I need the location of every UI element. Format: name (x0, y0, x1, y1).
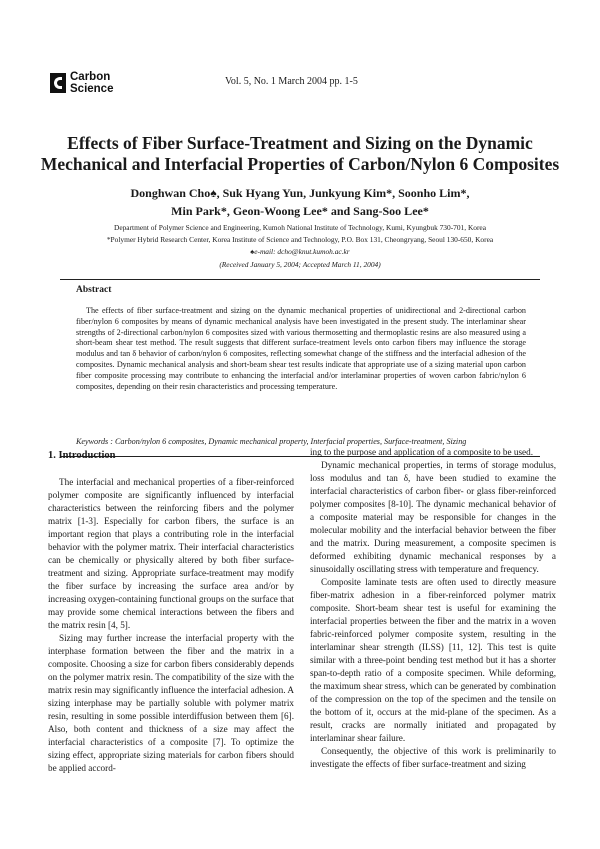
intro-paragraph-2: Sizing may further increase the interfacial property with the interphase formation between the fiber and the matrix in a composite. Choosing a size for carbon fibers considerably depends on the polymer matrix resin. The compatibility of the size with the matrix resin may significantly influence the interfacial adhesion. A sizing interphase may be partially soluble with polymer matrix resin, resulting in some possible interdiffusion between them [6]. Also, both content and thickness of a size may affect the interfacial characteristics of a composite [7]. To optimize the sizing effect, appropriate sizing materials for carbon fibers should be applied accord- (48, 633, 294, 773)
right-column (310, 446, 556, 771)
keywords: Keywords : Carbon/nylon 6 composites, Dynamic mechanical property, Interfacial properties, Surface-treatment, Sizing (76, 437, 467, 446)
abstract-top-rule (60, 279, 540, 280)
logo-line-2: Science (70, 83, 114, 95)
intro-paragraph-1: The interfacial and mechanical properties of a fiber-reinforced polymer composite are significantly influenced by interfacial characteristics between the reinforcing fibers and the polymer matrix [1-3]. Especially for carbon fibers, the surface is an important region that plays a contributing role in the interfacial behavior with the polymer matrix. Their interfacial characteristics can be chemically or physically altered by both fiber surface-treatment and sizing. Appropriate surface-treatment may modify the fiber surface by increasing the surface area and/or by increasing oxygen-containing functional groups on the surface that may provide some chemical interactions between the fibers and the matrix resin [4, 5]. (48, 477, 294, 630)
journal-logo (50, 71, 113, 95)
intro-paragraph-3: Dynamic mechanical properties, in terms of storage modulus, loss modulus and tan δ, have been studied to examine the interfacial characteristics of carbon fiber- or glass fiber-reinforced polymer composites [8-10]. The dynamic mechanical behavior of a composite material may be responsible for changes in the molecular mobility and the interfacial behavior between the fiber and the matrix. During measurement, a composite specimen is deformed exhibiting dynamic mechanical responses by a sinusoidally oscillating stress with temperature and frequency. (310, 460, 556, 574)
intro-paragraph-4: Composite laminate tests are often used to directly measure fiber-matrix adhesion in a fiber-reinforced polymer matrix composite. Short-beam shear test is useful for examining the interfacial properties between the fiber and the matrix in a woven fabric-reinforced polymer composite system, resulting in the interlaminar shear strength (ILSS) [11, 12]. This test is quite similar with a three-point bending test method but it has a shorter span-to-depth ratio of a composite specimen. While deforming, the maximum shear stress, which can be generated by combination of the compression on the top of the specimen and the tensile on the bottom of it, occurs at the mid-plane of the specimen. As a result, cracks are normally initiated and propagated by interlaminar shear failure. (310, 577, 556, 743)
affiliation-1: Department of Polymer Science and Engineering, Kumoh National Institute of Technology, Kumi, Kyungbuk 730-701, Korea (113, 223, 486, 232)
logo-line-1: Carbon (70, 71, 111, 83)
intro-paragraph-5: Consequently, the objective of this work is preliminarily to investigate the effects of fiber surface-treatment and sizing (310, 746, 556, 769)
left-column (48, 449, 294, 775)
affiliation-2: *Polymer Hybrid Research Center, Korea Institute of Science and Technology, P.O. Box 131, Cheongryang, Seoul 130-650, Korea (106, 235, 494, 245)
authors-line-2: Min Park*, Geon-Woong Lee* and Sang-Soo Lee* (171, 204, 429, 218)
logo-text (70, 71, 113, 95)
authors-line-1: Donghwan Cho♠, Suk Hyang Yun, Junkyung Kim*, Soonho Lim*, (130, 186, 470, 200)
paper-title: Effects of Fiber Surface-Treatment and Sizing on the Dynamic Mechanical and Interfacial Properties of Carbon/Nylon 6 Composites (40, 133, 560, 174)
corresponding-email: ♠e-mail: dcho@knut.kumoh.ac.kr (250, 247, 350, 257)
author-list (60, 184, 540, 220)
journal-reference: Vol. 5, No. 1 March 2004 pp. 1-5 (225, 76, 358, 87)
abstract-heading: Abstract (76, 285, 112, 295)
intro-paragraph-continued: ing to the purpose and application of a composite to be used. (310, 447, 533, 457)
section-heading-introduction: 1. Introduction (48, 450, 116, 461)
abstract-text: The effects of fiber surface-treatment and sizing on the dynamic mechanical properties of unidirectional and 2-directional carbon fiber/nylon 6 composites by means of dynamic mechanical analysis have been investigated in the present study. The interlaminar shear strengths of 2-directional carbon/nylon 6 composites sized with various thermosetting and thermoplastic resins are also measured using a short-beam shear test method. The result suggests that different surface-treatment levels onto carbon fibers may influence the storage modulus and tan δ behavior of carbon/nylon 6 composites, reflecting somewhat change of the stiffness and the interfacial adhesion of the composites. Dynamic mechanical analysis and short-beam shear test results indicate that appropriate use of a sizing material upon carbon fiber composite processing may contribute to enhancing the interfacial and/or interlaminar properties of woven carbon fabric/nylon 6 composites, depending on their resin characteristics and processing temperature. (76, 306, 526, 391)
received-dates: (Received January 5, 2004; Accepted March 11, 2004) (219, 259, 381, 269)
affiliations (40, 222, 560, 271)
carbon-logo-icon (50, 71, 66, 95)
